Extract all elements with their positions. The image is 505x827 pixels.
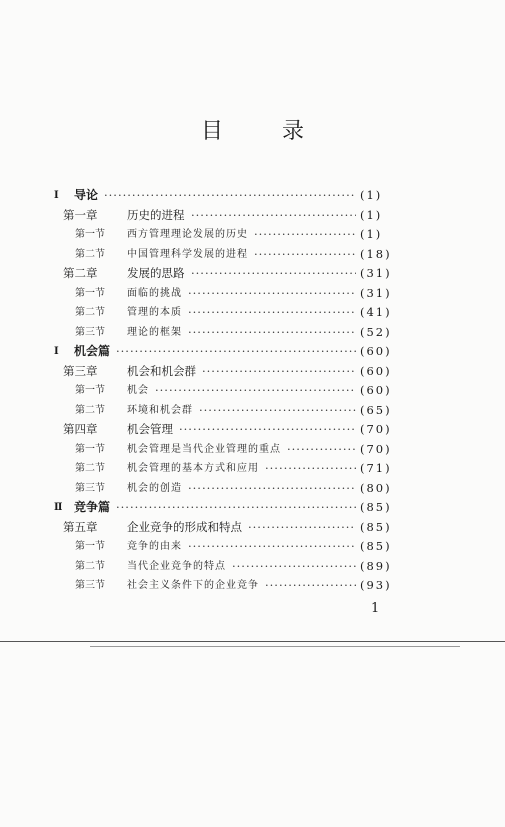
dot-leader [265, 576, 356, 595]
page-ref: (70) [360, 422, 392, 436]
toc-section-row[interactable] [0, 284, 505, 303]
page-ref: (1) [360, 227, 383, 241]
toc-section-row[interactable] [0, 459, 505, 478]
page-ref: (31) [360, 285, 392, 300]
dot-leader [265, 459, 356, 478]
page-ref: (89) [360, 558, 392, 573]
section-title: 当代企业竞争的特点 [127, 560, 226, 572]
chapter-title: 机会和机会群 [127, 363, 196, 378]
page-ref: (85) [360, 519, 392, 534]
bottom-rule-secondary [90, 646, 460, 647]
toc-chapter-row[interactable] [0, 518, 505, 537]
chapter-label: 第二章 [63, 266, 98, 280]
page-ref: (18) [360, 246, 392, 261]
section-label: 第一节 [75, 443, 105, 455]
page-ref: (93) [360, 578, 392, 592]
toc-section-row[interactable] [0, 440, 505, 459]
section-label: 第二节 [75, 560, 105, 572]
dot-leader [116, 498, 356, 517]
toc-chapter-row[interactable] [0, 362, 505, 381]
section-title: 机会管理是当代企业管理的重点 [127, 443, 281, 455]
section-title: 竞争的由来 [127, 541, 182, 552]
toc-section-row[interactable] [0, 245, 505, 264]
dot-leader [199, 401, 356, 420]
page-ref: (52) [360, 324, 392, 339]
chapter-title: 企业竞争的形成和特点 [127, 519, 242, 534]
section-label: 第二节 [75, 248, 105, 260]
dot-leader [188, 323, 356, 342]
page-ref: (31) [360, 266, 392, 280]
page-ref: (80) [360, 480, 392, 495]
section-title: 社会主义条件下的企业竞争 [127, 580, 259, 591]
page-ref: (41) [360, 305, 392, 319]
dot-leader [254, 245, 356, 264]
dot-leader [155, 381, 356, 400]
section-label: 第三节 [75, 482, 105, 494]
page-ref: (85) [360, 500, 392, 514]
chapter-label: 第一章 [63, 207, 98, 222]
dot-leader [191, 264, 356, 283]
toc-chapter-row[interactable] [0, 264, 505, 283]
page-ref: (1) [360, 188, 383, 202]
section-label: 第二节 [75, 307, 105, 318]
dot-leader [188, 303, 356, 322]
chapter-label: 第四章 [63, 422, 98, 436]
page-ref: (70) [360, 441, 392, 456]
page-title: 目 录 [201, 119, 330, 144]
part-number: I [54, 190, 59, 201]
page-number: 1 [371, 601, 380, 616]
section-title: 理论的框架 [127, 326, 182, 338]
section-title: 管理的本质 [127, 307, 182, 318]
page-ref: (65) [360, 402, 392, 417]
toc-part-row[interactable] [0, 186, 505, 205]
section-label: 第一节 [75, 385, 105, 396]
part-number: Ⅰ [54, 346, 59, 357]
dot-leader [232, 557, 356, 576]
chapter-title: 机会管理 [127, 422, 173, 436]
dot-leader [191, 206, 356, 225]
part-title: 竞争篇 [74, 500, 111, 514]
section-title: 中国管理科学发展的进程 [127, 248, 248, 260]
dot-leader [287, 440, 356, 459]
toc-chapter-row[interactable] [0, 420, 505, 439]
section-title: 西方管理理论发展的历史 [127, 229, 248, 240]
toc-section-row[interactable] [0, 557, 505, 576]
toc-section-row[interactable] [0, 303, 505, 322]
page-ref: (71) [360, 461, 392, 475]
chapter-title: 发展的思路 [127, 266, 185, 280]
page-ref: (1) [360, 207, 383, 222]
chapter-title: 历史的进程 [127, 207, 185, 222]
section-title: 面临的挑战 [127, 287, 182, 299]
dot-leader [188, 479, 356, 498]
toc-section-row[interactable] [0, 225, 505, 244]
section-label: 第一节 [75, 229, 105, 240]
dot-leader [116, 342, 356, 361]
toc-section-row[interactable] [0, 323, 505, 342]
dot-leader [202, 362, 356, 381]
toc-section-row[interactable] [0, 576, 505, 595]
chapter-label: 第五章 [63, 519, 98, 534]
chapter-label: 第三章 [63, 363, 98, 378]
section-label: 第三节 [75, 326, 105, 338]
toc-section-row[interactable] [0, 479, 505, 498]
toc-section-row[interactable] [0, 381, 505, 400]
section-label: 第一节 [75, 287, 105, 299]
toc-part-row[interactable] [0, 498, 505, 517]
toc-section-row[interactable] [0, 401, 505, 420]
section-title: 环境和机会群 [127, 404, 193, 416]
section-title: 机会管理的基本方式和应用 [127, 463, 259, 474]
dot-leader [104, 186, 356, 205]
page-ref: (60) [360, 344, 392, 358]
section-label: 第三节 [75, 580, 105, 591]
section-label: 第二节 [75, 404, 105, 416]
section-label: 第二节 [75, 463, 105, 474]
dot-leader [188, 284, 356, 303]
dot-leader [188, 537, 356, 556]
page-ref: (60) [360, 383, 392, 397]
section-label: 第一节 [75, 541, 105, 552]
toc-part-row[interactable] [0, 342, 505, 361]
page-ref: (60) [360, 363, 392, 378]
part-title: 机会篇 [74, 344, 111, 358]
page-ref: (85) [360, 539, 392, 553]
dot-leader [254, 225, 356, 244]
part-title: 导论 [74, 188, 99, 202]
toc-chapter-row[interactable] [0, 206, 505, 225]
section-title: 机会 [127, 385, 149, 396]
section-title: 机会的创造 [127, 482, 182, 494]
toc-section-row[interactable] [0, 537, 505, 556]
bottom-rule [0, 641, 505, 642]
dot-leader [248, 518, 356, 537]
part-number: Ⅱ [54, 502, 63, 513]
dot-leader [179, 420, 356, 439]
